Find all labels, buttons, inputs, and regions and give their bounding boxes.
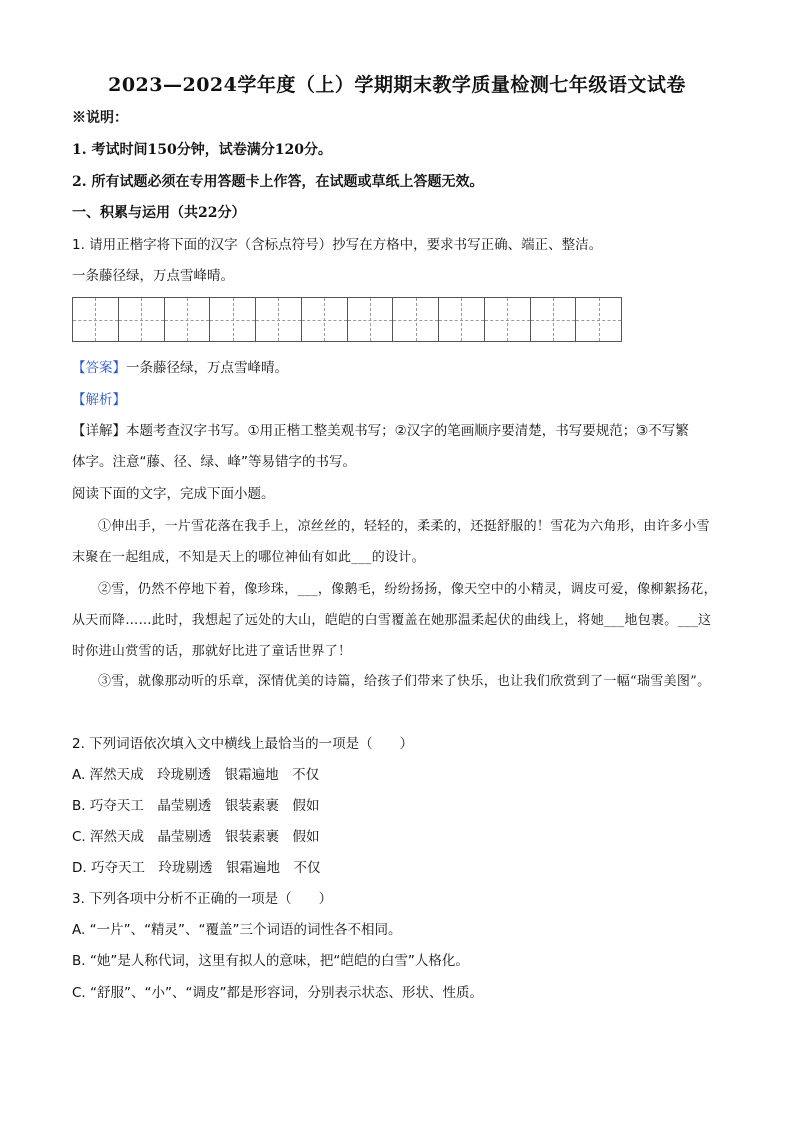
- q2-option-a: A. 浑然天成 玲珑剔透 银霜遍地 不仅: [72, 767, 320, 783]
- q1-detail-line-2: 体字。注意“藤、径、绿、峰”等易错字的书写。: [72, 454, 356, 470]
- answer-text: 一条藤径绿，万点雪峰晴。: [126, 360, 288, 376]
- grid-cell: [210, 298, 256, 341]
- q3-option-b: B. “她”是人称代词，这里有拟人的意味，把“皑皑的白雪”人格化。: [72, 953, 469, 969]
- grid-cell: [439, 298, 485, 341]
- q1-detail-line-1: [72, 421, 732, 441]
- detail-label: 【详解】: [72, 423, 126, 439]
- grid-cell: [256, 298, 302, 341]
- analysis-label: 【解析】: [72, 392, 126, 408]
- q3-option-c: C. “舒服”、“小”、“调皮”都是形容词，分别表示状态、形状、性质。: [72, 985, 483, 1001]
- grid-cell: [531, 298, 577, 341]
- note-item-2: 2. 所有试题必须在专用答题卡上作答，在试题或草纸上答题无效。: [72, 174, 484, 190]
- grid-cell: [348, 298, 394, 341]
- notes-header: ※说明：: [72, 110, 128, 126]
- q2-option-c: C. 浑然天成 晶莹剔透 银装素裹 假如: [72, 829, 320, 845]
- grid-cell: [119, 298, 165, 341]
- q2-option-b: B. 巧夺天工 晶莹剔透 银装素裹 假如: [72, 798, 320, 814]
- q3-option-a: A. “一片”、“精灵”、“覆盖”三个词语的词性各不相同。: [72, 922, 402, 938]
- grid-cell: [73, 298, 119, 341]
- grid-cell: [165, 298, 211, 341]
- answer-label: 【答案】: [72, 360, 126, 376]
- writing-grid: [72, 297, 622, 342]
- section-heading: 一、积累与运用（共22分）: [72, 205, 246, 221]
- grid-cell: [393, 298, 439, 341]
- grid-cell: [576, 298, 621, 341]
- note-item-1: 1. 考试时间150分钟，试卷满分120分。: [72, 142, 332, 158]
- page-title: 2023—2024学年度（上）学期期末教学质量检测七年级语文试卷: [108, 74, 686, 96]
- passage-paragraph-3: ③雪，就像那动听的乐章，深情优美的诗篇，给孩子们带来了快乐，也让我们欣赏到了一幅“瑞雪美图”。: [98, 674, 711, 689]
- grid-cell: [485, 298, 531, 341]
- q2-option-d: D. 巧夺天工 玲珑剔透 银霜遍地 不仅: [72, 860, 321, 876]
- reading-intro: 阅读下面的文字，完成下面小题。: [72, 486, 275, 502]
- grid-cell: [302, 298, 348, 341]
- passage-paragraph-1: ①伸出手，一片雪花落在我手上，凉丝丝的，轻轻的，柔柔的，还挺舒服的！雪花为六角形，由许多小雪末聚在一起组成，不知是天上的哪位神仙有如此___的设计。: [72, 519, 710, 565]
- q1-answer: [72, 358, 732, 378]
- q1-prompt: 1. 请用正楷字将下面的汉字（含标点符号）抄写在方格中，要求书写正确、端正、整洁。: [72, 237, 603, 253]
- q3-stem: 3. 下列各项中分析不正确的一项是（ ）: [72, 891, 333, 907]
- passage-paragraph-2: ②雪，仍然不停地下着，像珍珠，___，像鹅毛，纷纷扬扬，像天空中的小精灵，调皮可爱，像柳絮扬花，从天而降……此时，我想起了远处的大山，皑皑的白雪覆盖在她那温柔起伏的曲线上，将她___地包裹。___这时你进山赏雪的话，那就好比进了童话世界了！: [72, 582, 717, 659]
- q1-text: 一条藤径绿，万点雪峰晴。: [72, 268, 234, 284]
- detail-text-1: 本题考查汉字书写。①用正楷工整美观书写；②汉字的笔画顺序要清楚，书写要规范；③不写繁: [126, 423, 689, 439]
- q2-stem: 2. 下列词语依次填入文中横线上最恰当的一项是（ ）: [72, 736, 414, 752]
